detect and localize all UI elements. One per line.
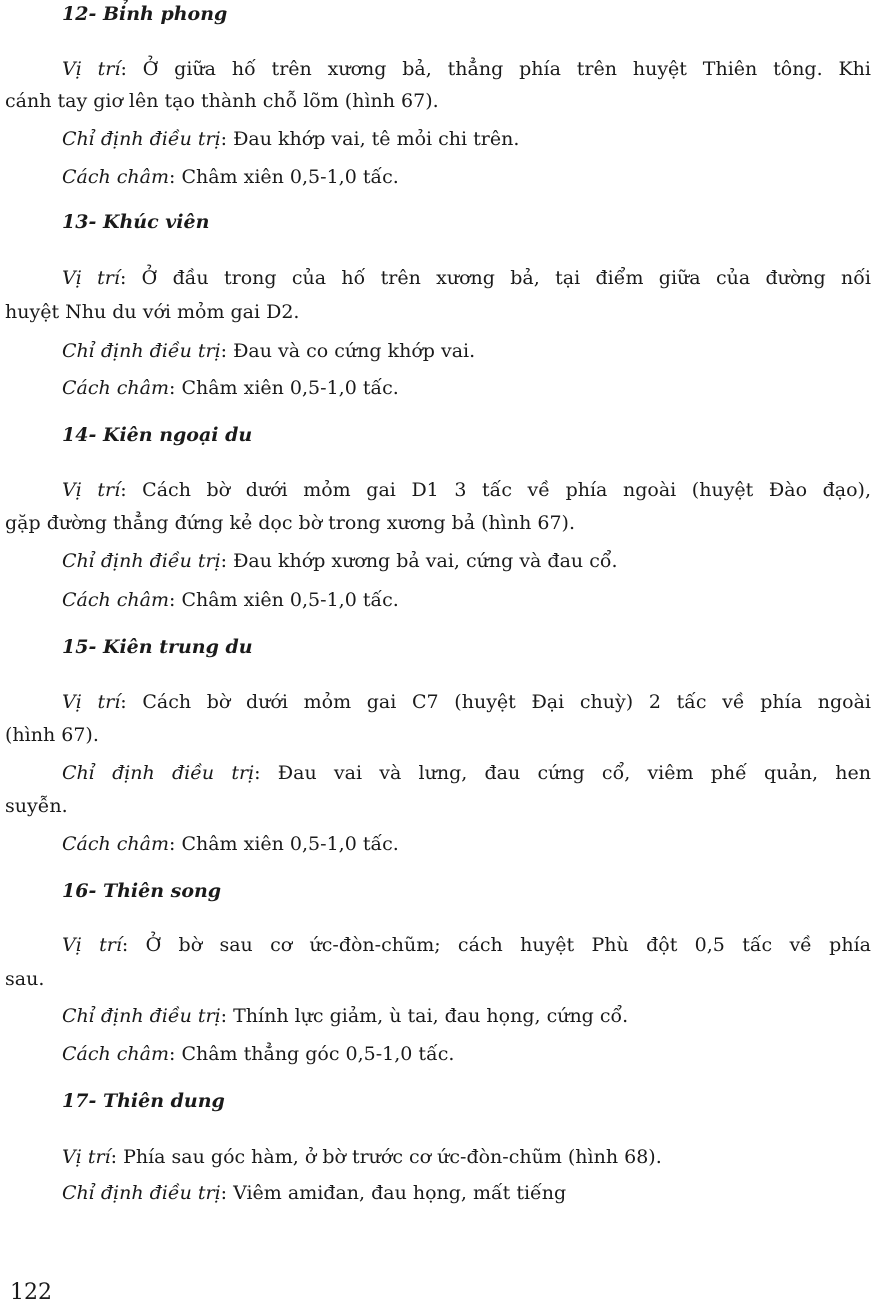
indication-text: : Viêm amiđan, đau họng, mất tiếng	[220, 1182, 567, 1204]
indication-line	[62, 1005, 628, 1027]
technique-line	[62, 833, 399, 855]
indication-label: Chỉ định điều trị	[62, 340, 221, 362]
indication-text: : Đau vai và lưng, đau cứng cổ, viêm phế quản, hen	[254, 762, 871, 784]
indication-text: : Đau khớp xương bả vai, cứng và đau cổ.	[220, 550, 618, 572]
location-line	[62, 1146, 662, 1168]
entry-heading: 14- Kiên ngoại du	[62, 424, 253, 446]
indication-label: Chỉ định điều trị	[62, 128, 221, 150]
location-label: Vị trí	[62, 58, 121, 80]
indication-line	[62, 1182, 566, 1204]
location-line-cont: (hình 67).	[5, 724, 99, 746]
indication-line	[62, 340, 475, 362]
indication-line-cont: suyễn.	[5, 795, 68, 817]
location-label: Vị trí	[62, 479, 121, 501]
technique-line	[62, 166, 399, 188]
location-line	[62, 58, 871, 80]
technique-line	[62, 1043, 454, 1065]
location-line-cont: huyệt Nhu du với mỏm gai D2.	[5, 301, 300, 323]
location-text: : Ở đầu trong của hố trên xương bả, tại điểm giữa của đường nối	[119, 267, 871, 289]
entry-heading: 15- Kiên trung du	[62, 636, 253, 658]
location-text: : Cách bờ dưới mỏm gai C7 (huyệt Đại chuỳ) 2 tấc về phía ngoài	[120, 691, 871, 713]
technique-text: : Châm xiên 0,5-1,0 tấc.	[169, 377, 399, 399]
technique-text: : Châm xiên 0,5-1,0 tấc.	[169, 166, 399, 188]
location-label: Vị trí	[62, 267, 120, 289]
location-line-cont: cánh tay giơ lên tạo thành chỗ lõm (hình 67).	[5, 90, 439, 112]
location-line	[62, 691, 871, 713]
entry-heading: 17- Thiên dung	[62, 1090, 225, 1112]
indication-label: Chỉ định điều trị	[62, 1182, 221, 1204]
location-label: Vị trí	[62, 691, 121, 713]
indication-label: Chỉ định điều trị	[62, 1005, 221, 1027]
indication-text: : Thính lực giảm, ù tai, đau họng, cứng cổ.	[220, 1005, 629, 1027]
location-text: : Cách bờ dưới mỏm gai D1 3 tấc về phía ngoài (huyệt Đào đạo),	[120, 479, 871, 501]
location-label: Vị trí	[62, 1146, 111, 1168]
technique-text: : Châm xiên 0,5-1,0 tấc.	[169, 833, 399, 855]
entry-heading: 12- Bỉnh phong	[62, 3, 228, 25]
location-line	[62, 934, 871, 956]
location-line	[62, 479, 871, 501]
entry-heading: 16- Thiên song	[62, 880, 222, 902]
location-text: : Phía sau góc hàm, ở bờ trước cơ ức-đòn-chũm (hình 68).	[110, 1146, 662, 1168]
indication-label: Chỉ định điều trị	[62, 550, 221, 572]
technique-label: Cách châm	[62, 589, 170, 611]
location-line	[62, 267, 871, 289]
indication-line	[62, 762, 871, 784]
technique-text: : Châm thẳng góc 0,5-1,0 tấc.	[169, 1043, 455, 1065]
indication-line	[62, 550, 618, 572]
location-line-cont: sau.	[5, 968, 45, 990]
technique-label: Cách châm	[62, 166, 170, 188]
location-text: : Ở bờ sau cơ ức-đòn-chũm; cách huyệt Phù đột 0,5 tấc về phía	[121, 934, 871, 956]
location-line-cont: gặp đường thẳng đứng kẻ dọc bờ trong xương bả (hình 67).	[5, 512, 575, 534]
indication-text: : Đau và co cứng khớp vai.	[220, 340, 476, 362]
technique-label: Cách châm	[62, 377, 170, 399]
technique-label: Cách châm	[62, 833, 170, 855]
technique-line	[62, 377, 399, 399]
technique-text: : Châm xiên 0,5-1,0 tấc.	[169, 589, 399, 611]
location-text: : Ở giữa hố trên xương bả, thẳng phía trên huyệt Thiên tông. Khi	[120, 58, 872, 80]
entry-heading: 13- Khúc viên	[62, 211, 210, 233]
indication-text: : Đau khớp vai, tê mỏi chi trên.	[220, 128, 520, 150]
indication-label: Chỉ định điều trị	[62, 762, 255, 784]
page-number: 122	[10, 1280, 52, 1305]
indication-line	[62, 128, 519, 150]
technique-label: Cách châm	[62, 1043, 170, 1065]
technique-line	[62, 589, 399, 611]
location-label: Vị trí	[62, 934, 122, 956]
